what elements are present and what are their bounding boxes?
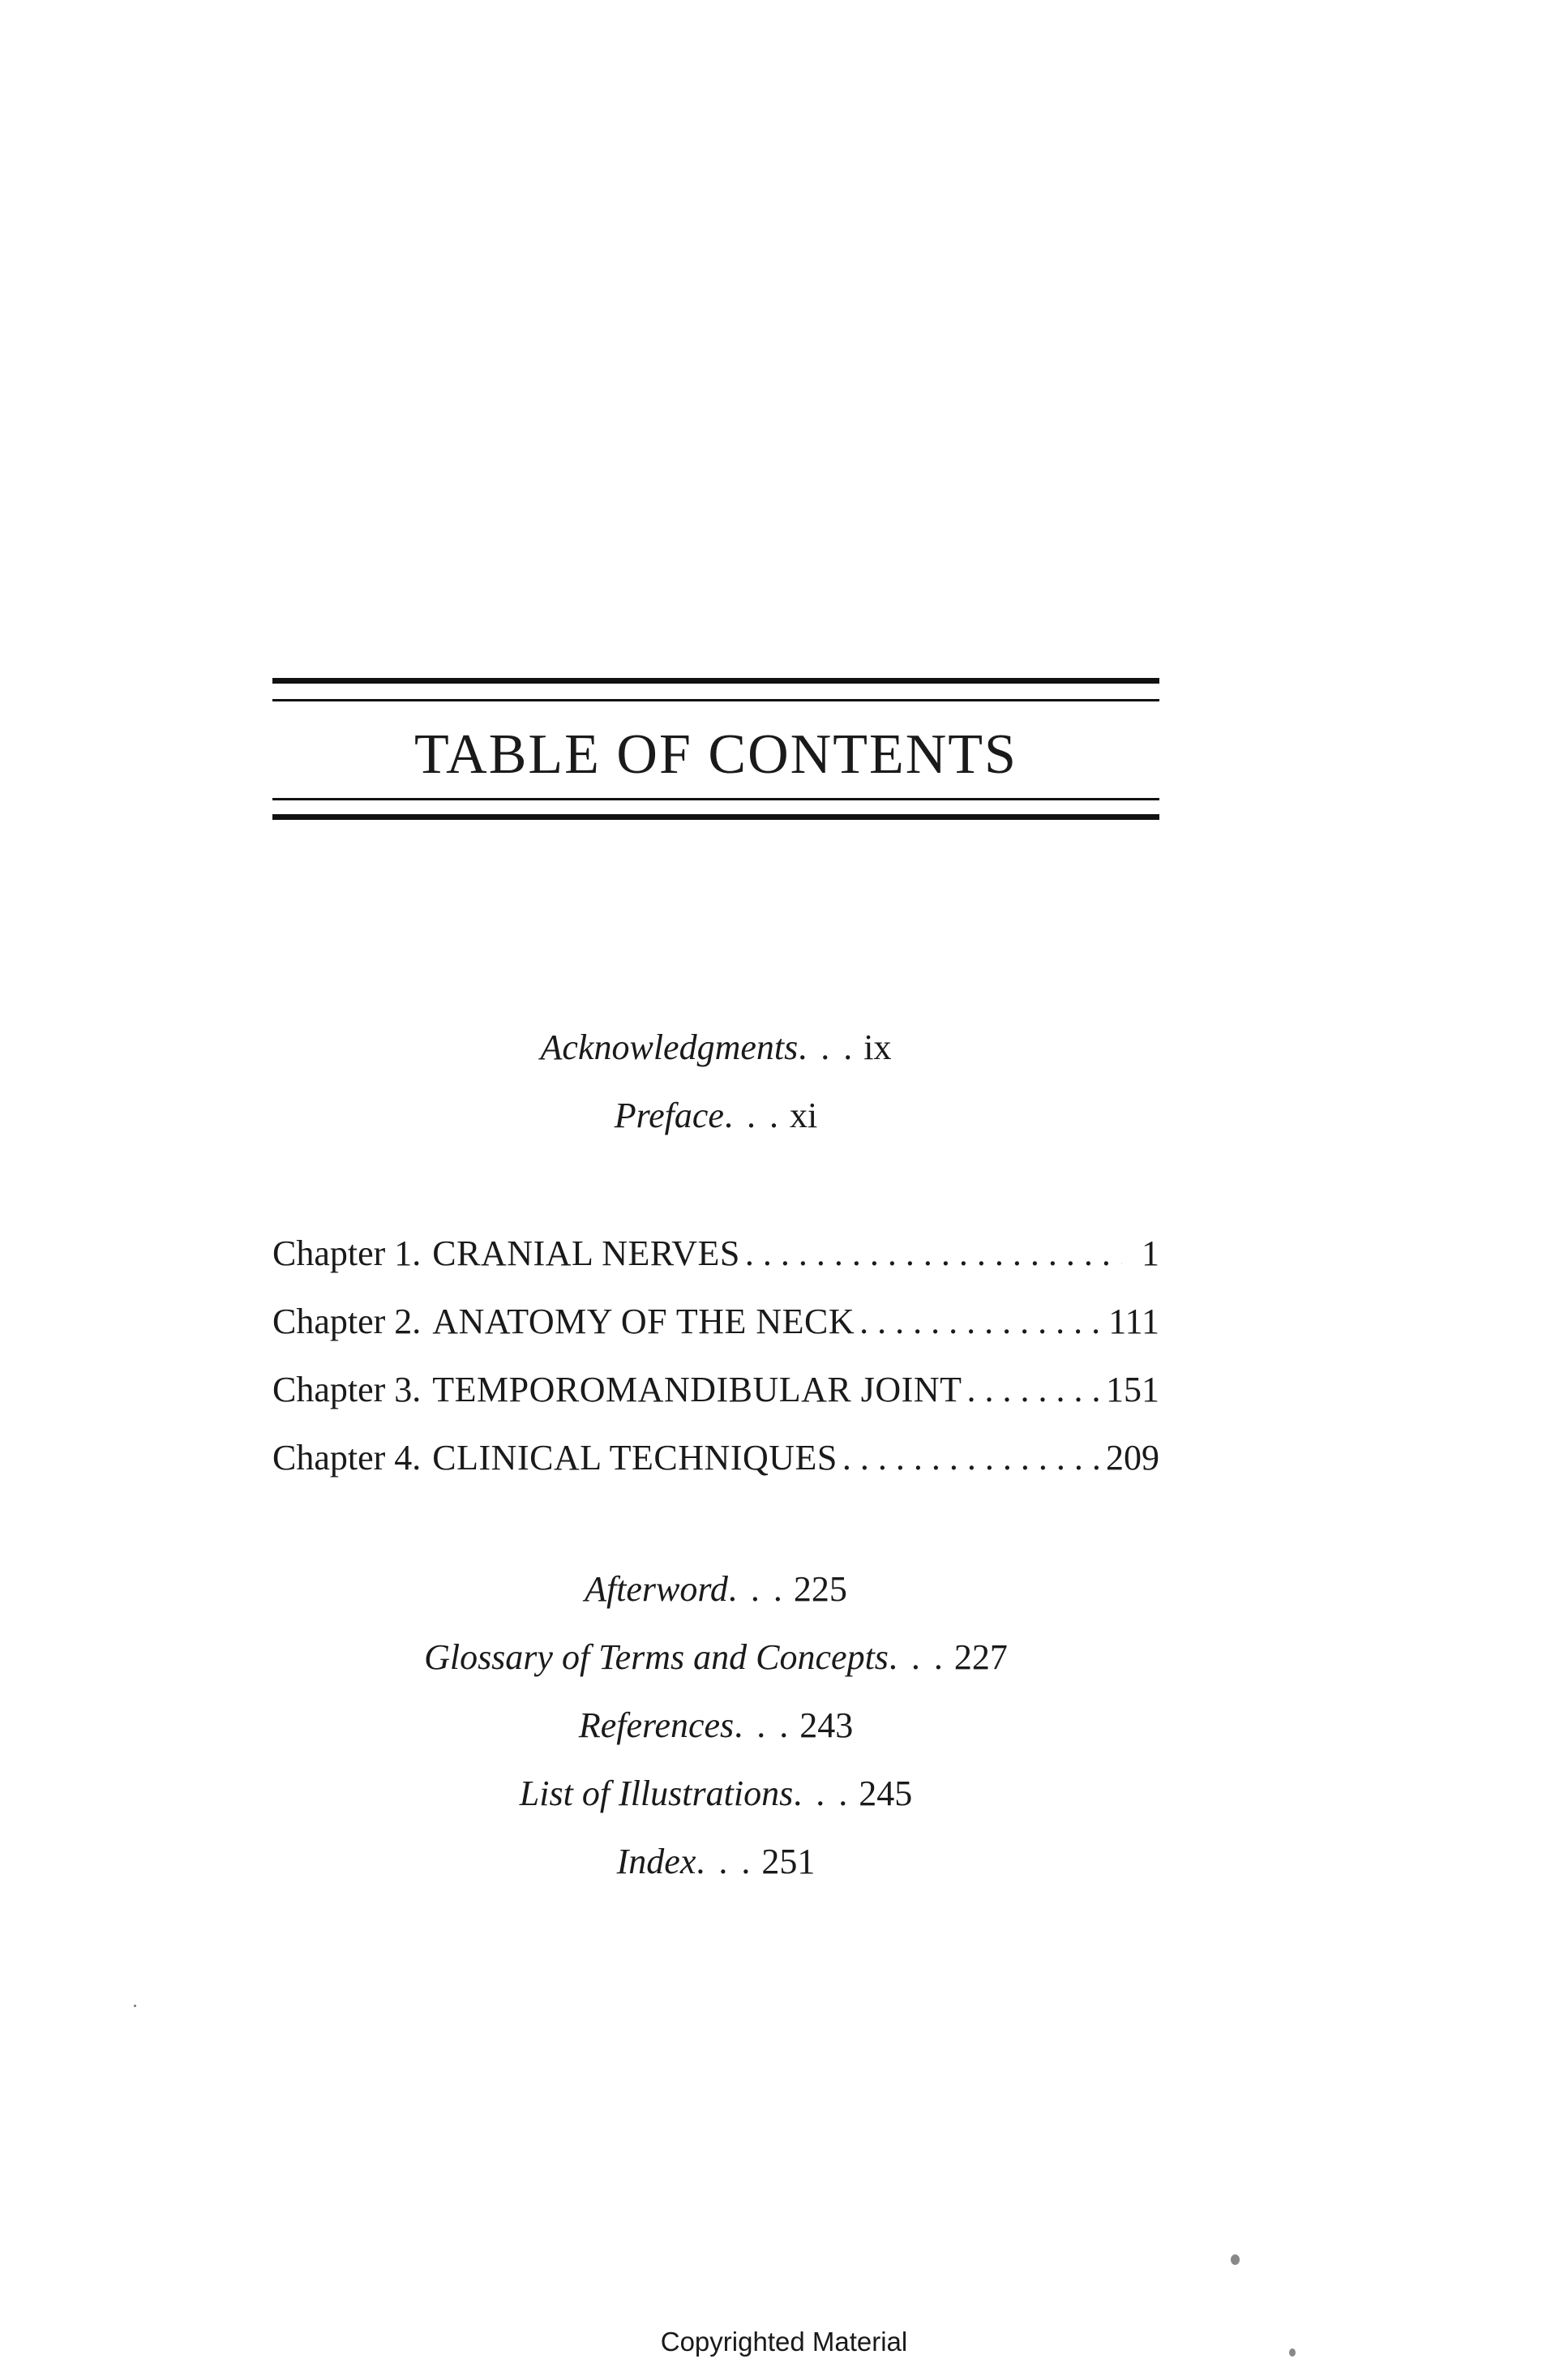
chapter-title: CLINICAL TECHNIQUES (432, 1438, 838, 1478)
dot-leader (966, 1366, 1101, 1414)
toc-entry-glossary[interactable] (272, 1633, 1159, 1701)
bottom-double-rule (272, 798, 1159, 830)
toc-entry-list-of-illustrations[interactable] (272, 1769, 1159, 1838)
page-title: TABLE OF CONTENTS (414, 723, 1017, 786)
entry-title: References (578, 1705, 735, 1745)
scan-speck (1231, 2254, 1240, 2265)
toc-entry-chapter-2[interactable] (272, 1297, 1159, 1366)
entry-title: Index (616, 1842, 696, 1881)
chapter-label: Chapter 1. (272, 1233, 422, 1273)
toc-entry-afterword[interactable] (272, 1565, 1159, 1633)
copyright-footer: Copyrighted Material (660, 2327, 908, 2357)
entry-page: ix (863, 1027, 892, 1067)
front-matter-list (272, 1023, 1159, 1160)
chapter-page: 151 (1106, 1370, 1159, 1409)
entry-title: Acknowledgments (540, 1027, 799, 1067)
chapter-title: ANATOMY OF THE NECK (432, 1302, 855, 1341)
entry-separator: . . . (734, 1705, 791, 1745)
entry-page: 225 (793, 1569, 847, 1609)
chapter-label: Chapter 4. (272, 1438, 422, 1478)
chapter-label: Chapter 2. (272, 1302, 422, 1341)
top-thin-rule (272, 699, 1159, 701)
entry-title: Afterword (585, 1569, 728, 1609)
entry-separator: . . . (888, 1637, 945, 1677)
toc-entry-acknowledgments[interactable] (272, 1023, 1159, 1092)
chapter-title: CRANIAL NERVES (432, 1233, 740, 1273)
toc-entry-chapter-4[interactable] (272, 1434, 1159, 1502)
entry-separator: . . . (793, 1774, 850, 1813)
dot-leader (859, 1297, 1103, 1346)
dot-leader (745, 1229, 1122, 1278)
toc-entry-preface[interactable] (272, 1092, 1159, 1160)
chapter-label: Chapter 3. (272, 1370, 422, 1409)
entry-separator: . . . (723, 1096, 781, 1135)
top-thick-rule (272, 678, 1159, 684)
entry-title: List of Illustrations (519, 1774, 794, 1813)
entry-page: 251 (761, 1842, 816, 1881)
scan-speck (134, 2005, 136, 2007)
entry-page: 245 (859, 1774, 913, 1813)
chapter-page: 209 (1106, 1438, 1159, 1478)
toc-entry-index[interactable] (272, 1838, 1159, 1906)
chapter-page: 1 (1142, 1233, 1159, 1273)
entry-title: Preface (614, 1096, 724, 1135)
entry-page: 243 (799, 1705, 854, 1745)
entry-separator: . . . (798, 1027, 855, 1067)
entry-page: xi (789, 1096, 818, 1135)
toc-entry-chapter-3[interactable] (272, 1366, 1159, 1434)
chapter-list (272, 1229, 1159, 1502)
entry-title: Glossary of Terms and Concepts (424, 1637, 889, 1677)
bottom-thick-rule (272, 814, 1159, 820)
top-double-rule (272, 678, 1159, 710)
bottom-thin-rule (272, 798, 1159, 800)
chapter-title: TEMPOROMANDIBULAR JOINT (432, 1370, 962, 1409)
entry-page: 227 (953, 1637, 1008, 1677)
dot-leader (842, 1434, 1101, 1482)
entry-separator: . . . (696, 1842, 753, 1881)
toc-entry-chapter-1[interactable] (272, 1229, 1159, 1297)
entry-separator: . . . (727, 1569, 785, 1609)
back-matter-list (272, 1565, 1159, 1906)
chapter-page: 111 (1108, 1302, 1159, 1341)
toc-entry-references[interactable] (272, 1701, 1159, 1769)
